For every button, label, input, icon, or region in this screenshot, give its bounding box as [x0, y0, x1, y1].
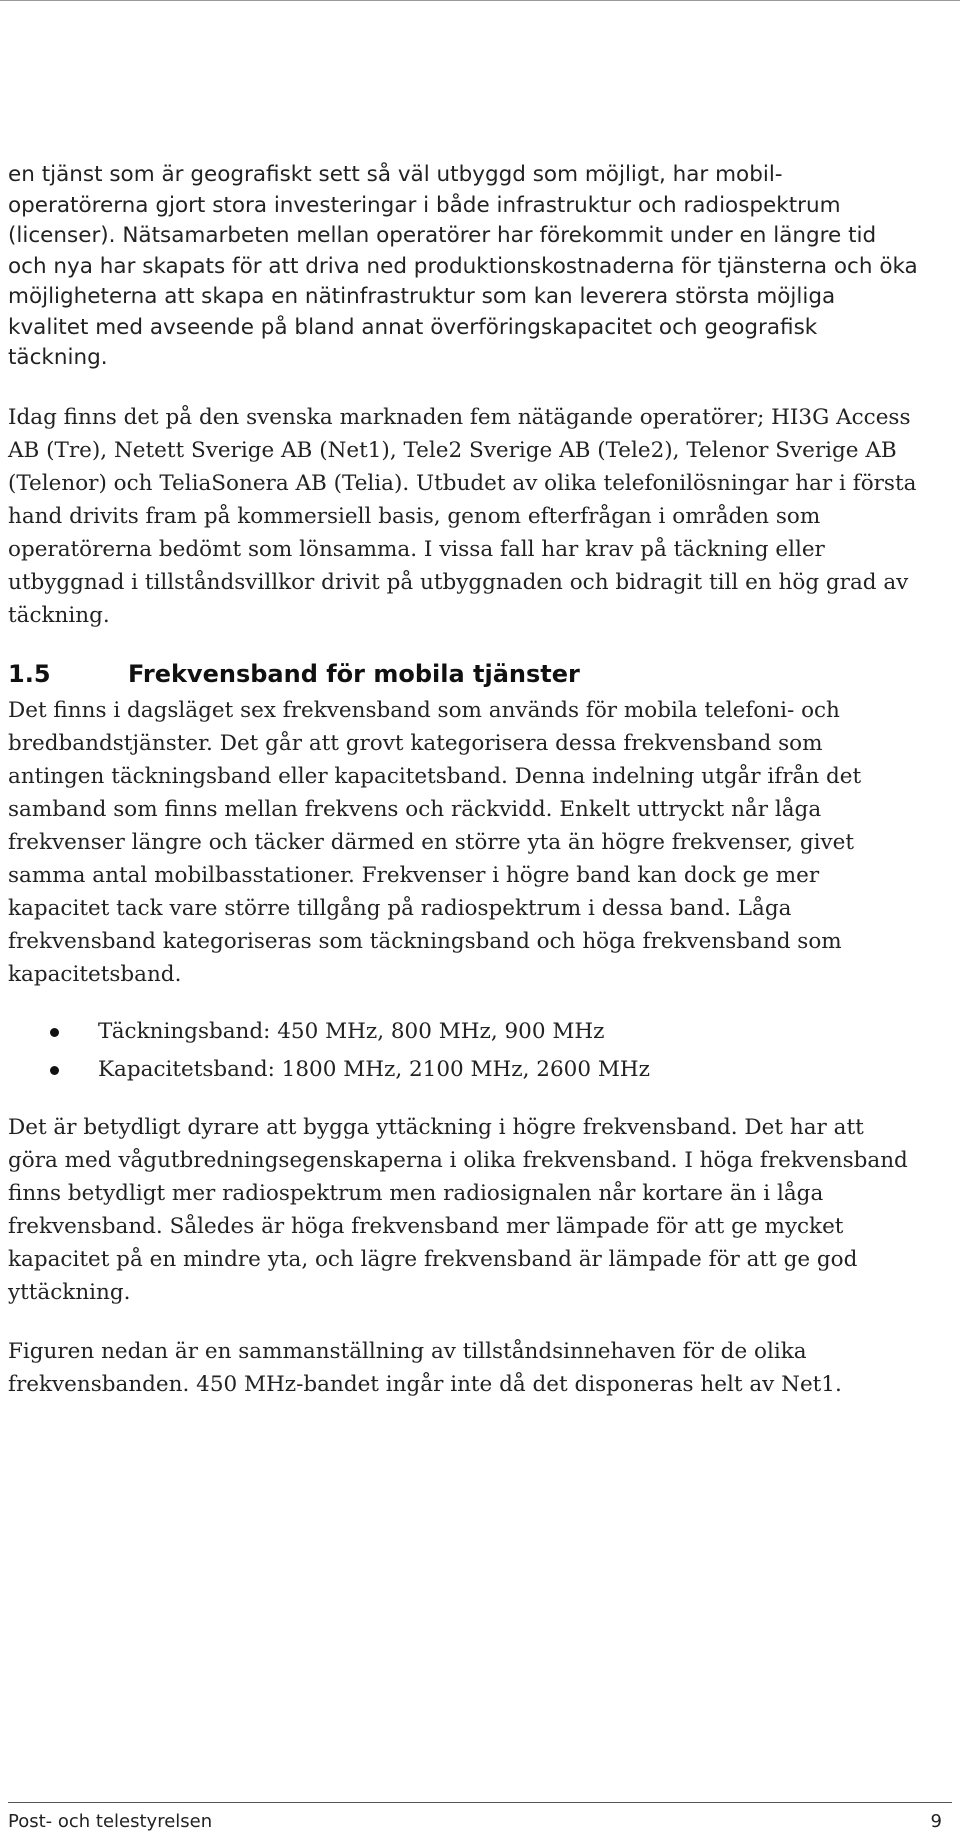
list-item-text: Täckningsband: 450 MHz, 800 MHz, 900 MHz [98, 1018, 605, 1044]
bullet-icon [50, 1028, 59, 1037]
section-paragraph-2: Det är betydligt dyrare att bygga yttäckning i högre frekvensband. Det har att göra med vågutbredningsegenskaperna i olika frekvensband. I höga frekvensband finns betydligt mer radiospektrum men radiosignalen når kortare än i låga frekvensband. Således är höga frekvensband mer lämpade för att ge mycket kapacitet på en mindre yta, och lägre frekvensband är lämpade för att ge god yttäckning. [8, 1114, 908, 1305]
section-paragraph-3: Figuren nedan är en sammanställning av tillståndsinnehaven för de olika frekvensbanden. 450 MHz-bandet ingår inte då det disponeras helt av Net1. [8, 1338, 842, 1397]
frequency-band-list [8, 1013, 918, 1089]
section-heading [8, 658, 918, 690]
header-rule [0, 0, 960, 1]
page-body [8, 160, 918, 1401]
list-item [8, 1013, 918, 1051]
paragraph-intro-2: Idag finns det på den svenska marknaden fem nätägande operatörer; HI3G Access AB (Tre), Netett Sverige AB (Net1), Tele2 Sverige AB (Tele2), Telenor Sverige AB (Telenor) och TeliaSonera AB (Telia). Utbudet av olika telefonilösningar har i första hand drivits fram på kommersiell basis, genom efterfrågan i områden som operatörerna bedömt som lönsamma. I vissa fall har krav på täckning eller utbyggnad i tillståndsvillkor drivit på utbyggnaden och bidragit till en hög grad av täckning. [8, 404, 917, 628]
bullet-icon [50, 1066, 59, 1075]
page-footer [0, 1802, 960, 1832]
section-paragraph-1: Det finns i dagsläget sex frekvensband som används för mobila telefoni- och bredbandstjänster. Det går att grovt kategorisera dessa frekvensband som antingen täckningsband eller kapacitetsband. Denna indelning utgår ifrån det samband som finns mellan frekvens och räckvidd. Enkelt uttryckt når låga frekvenser längre och täcker därmed en större yta än högre frekvenser, givet samma antal mobilbasstationer. Frekvenser i högre band kan dock ge mer kapacitet tack vare större tillgång på radiospektrum i dessa band. Låga frekvensband kategoriseras som täckningsband och höga frekvensband som kapacitetsband. [8, 697, 862, 987]
section-title: Frekvensband för mobila tjänster [128, 659, 580, 688]
section-number: 1.5 [8, 659, 51, 688]
list-item-text: Kapacitetsband: 1800 MHz, 2100 MHz, 2600 MHz [98, 1056, 650, 1082]
footer-organization: Post- och telestyrelsen [8, 1811, 213, 1832]
list-item [8, 1051, 918, 1089]
page-number: 9 [930, 1811, 942, 1832]
paragraph-intro-1: en tjänst som är geografiskt sett så väl utbyggd som möjligt, har mobil-operatörerna gjort stora investeringar i både infrastruktur och radiospektrum (licenser). Nätsamarbeten mellan operatörer har förekommit under en längre tid och nya har skapats för att driva ned produktionskostnaderna för tjänsterna och öka möjligheterna att skapa en nätinfrastruktur som kan leverera största möjliga kvalitet med avseende på bland annat överföringskapacitet och geografisk täckning. [8, 162, 918, 370]
